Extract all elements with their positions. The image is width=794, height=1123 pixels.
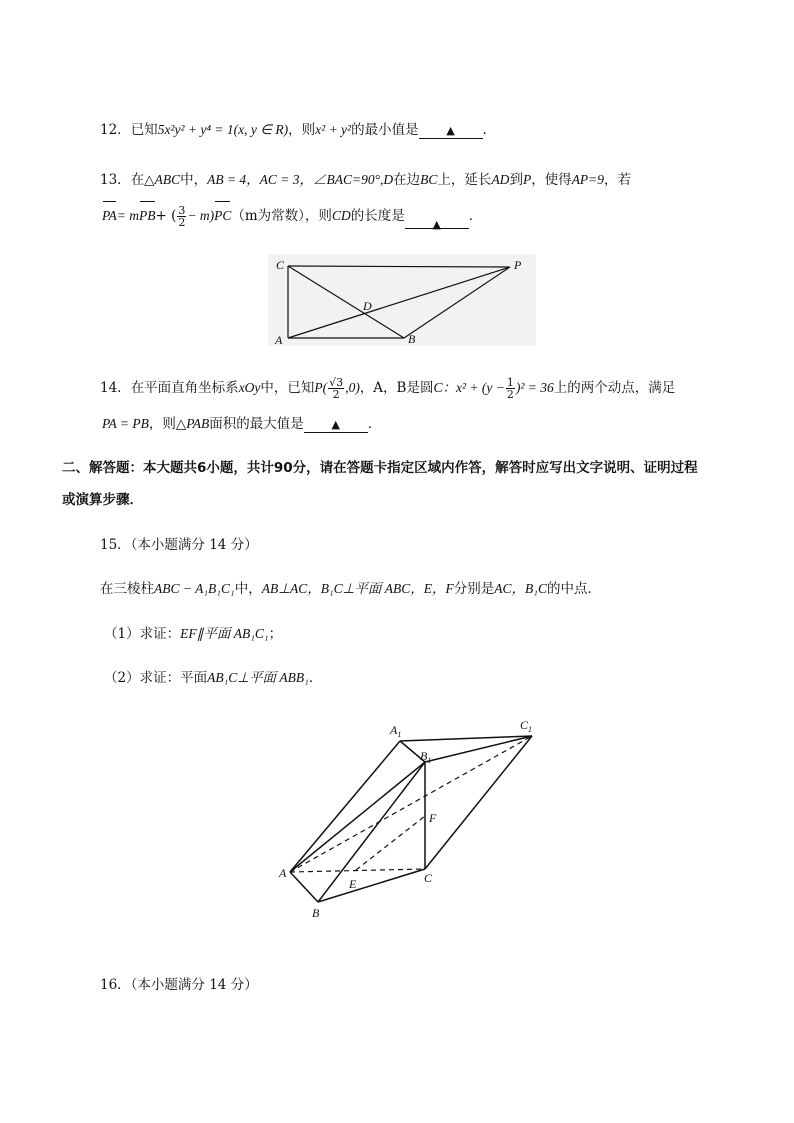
vector-pa: PA <box>102 203 117 229</box>
question-13 <box>100 171 631 189</box>
figure-background <box>268 254 536 346</box>
segments: AC，B₁C <box>494 581 547 596</box>
text: ，则△ <box>148 416 187 432</box>
question-15-part-2 <box>104 669 322 687</box>
question-13-vector-equation <box>102 203 482 229</box>
denominator: 2 <box>178 216 186 229</box>
text: ,0) <box>345 380 360 395</box>
fraction-sqrt3-over-2 <box>328 377 344 400</box>
text: 上，延长 <box>437 172 492 188</box>
circle-label: C： <box>433 380 456 395</box>
text: ，使得 <box>531 172 572 188</box>
question-15-stem <box>100 580 601 598</box>
coordinate-system: xOy <box>238 380 261 395</box>
circle-equation: )² = 36 <box>515 380 554 395</box>
label-b: B <box>312 906 320 920</box>
label-e: E <box>349 877 357 891</box>
expression: x² + y² <box>315 122 352 137</box>
segment-label: BC <box>420 172 438 187</box>
question-number: 13． <box>100 172 131 188</box>
answer-blank[interactable] <box>304 416 368 433</box>
text: 的中点． <box>546 581 601 597</box>
point-label: P <box>522 172 532 187</box>
triangle-marker-icon: ▲ <box>432 218 441 231</box>
edge-b-b1 <box>318 762 425 902</box>
text: 上的两个动点，满足 <box>553 380 676 396</box>
label-a1: $A_1$ <box>390 723 402 739</box>
label-f: F <box>429 811 437 825</box>
text: ，若 <box>604 172 632 188</box>
question-15-part-1 <box>104 625 282 643</box>
section-heading-cont: 或演算步骤． <box>62 492 143 508</box>
fraction-half <box>506 377 515 400</box>
triangle-marker-icon: ▲ <box>331 418 340 431</box>
edge-a-b <box>290 872 318 902</box>
question-15-header: 15．（本小题满分 14 分） <box>100 537 258 553</box>
label-b1: $B_1$ <box>420 749 432 765</box>
text: + ( <box>155 208 177 224</box>
segment-e-f-hidden <box>356 816 425 870</box>
question-12 <box>100 121 496 139</box>
point-p: P( <box>314 380 328 395</box>
text: 到 <box>509 172 523 188</box>
label-a: A <box>279 866 287 880</box>
text: ． <box>482 122 497 138</box>
question-14-line-2 <box>102 415 381 433</box>
q13-figure <box>268 254 536 346</box>
label-c: C <box>276 258 285 272</box>
text: 中， <box>234 581 262 597</box>
point-label: D <box>383 172 394 187</box>
numerator: 1 <box>506 376 514 389</box>
question-number: 12． <box>100 122 131 138</box>
edge-a-c1-hidden <box>290 736 532 872</box>
text: （m为常数），则 <box>231 208 332 224</box>
text: 的长度是 <box>350 208 405 224</box>
statement: AB₁C⊥平面 ABB₁ <box>207 670 309 685</box>
label-a: A <box>275 333 283 346</box>
text: = m <box>116 208 139 223</box>
segment-label: CD <box>331 208 351 223</box>
condition: PA = PB <box>102 416 149 431</box>
section-heading: 二、解答题：本大题共6小题，共计90分，请在答题卡指定区域内作答，解答时应写出文字说明、证明过程 <box>62 460 698 476</box>
text: ． <box>367 416 382 432</box>
prism-name: ABC − A₁B₁C₁ <box>154 581 235 596</box>
text: 的最小值是 <box>351 122 419 138</box>
text: 分别是 <box>453 581 495 597</box>
text: ． <box>468 208 483 224</box>
given-conditions: AB⊥AC，B₁C⊥平面 ABC，E，F <box>261 581 454 596</box>
fraction <box>177 205 186 228</box>
text: 在三棱柱 <box>100 581 154 597</box>
triangle-marker-icon: ▲ <box>446 124 455 137</box>
text: − m) <box>187 208 215 223</box>
label-b: B <box>408 332 416 346</box>
numerator: √3 <box>329 376 344 389</box>
edge-b-c <box>318 869 425 902</box>
question-number: 14． <box>100 380 131 396</box>
denominator: 2 <box>332 388 340 401</box>
text: ． <box>308 670 323 686</box>
text: 已知 <box>130 122 158 138</box>
text: 面积的最大值是 <box>209 416 304 432</box>
text: （2）求证：平面 <box>104 670 208 686</box>
equation: 5x²y² + y⁴ = 1(x, y ∈ R) <box>157 122 289 137</box>
q15-prism-figure <box>276 712 542 922</box>
answer-blank[interactable] <box>419 122 483 139</box>
given-conditions: AB = 4，AC = 3，∠BAC=90°, <box>207 172 384 187</box>
label-c: C <box>424 871 433 885</box>
vector-pb: PB <box>139 203 156 229</box>
edge-a-b1 <box>290 762 425 872</box>
edge-c-c1 <box>425 736 532 869</box>
text: ，A，B是圆 <box>359 380 434 396</box>
segment-label: AD <box>491 172 510 187</box>
edge-a-a1 <box>290 741 400 872</box>
text: ，则 <box>288 122 316 138</box>
text: 在边 <box>393 172 421 188</box>
label-p: P <box>514 258 522 272</box>
text: （1）求证： <box>104 626 181 642</box>
answer-blank[interactable] <box>405 212 469 229</box>
statement: EF∥平面 AB₁C₁ <box>180 626 269 641</box>
question-14 <box>100 374 675 402</box>
text: ； <box>268 626 283 642</box>
numerator: 3 <box>178 204 186 217</box>
question-16-header: 16．（本小题满分 14 分） <box>100 977 258 993</box>
text: 在△ <box>130 172 155 188</box>
circle-equation: x² + (y − <box>456 380 505 395</box>
label-d: D <box>363 299 372 313</box>
triangle-name: PAB <box>186 416 210 431</box>
triangle-name: ABC <box>154 172 181 187</box>
given-condition: AP=9 <box>571 172 605 187</box>
text: 中，已知 <box>260 380 315 396</box>
text: 中， <box>180 172 208 188</box>
label-c1: $C_1$ <box>520 718 533 734</box>
vector-pc: PC <box>214 203 231 229</box>
denominator: 2 <box>506 388 514 401</box>
text: 在平面直角坐标系 <box>130 380 239 396</box>
